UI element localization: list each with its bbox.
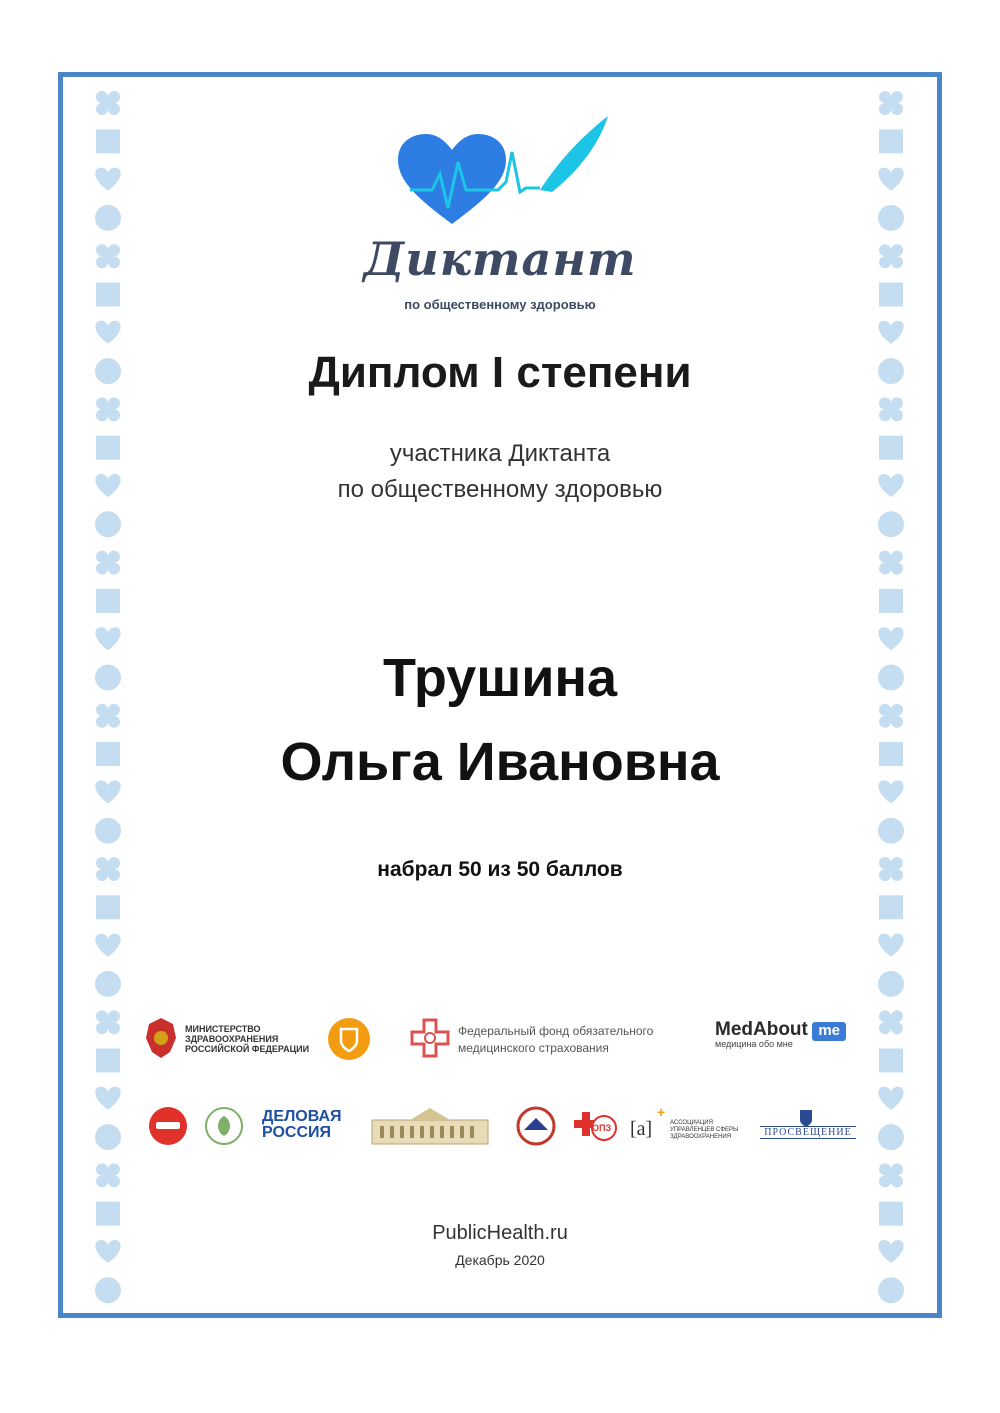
footer-site: PublicHealth.ru xyxy=(432,1222,568,1244)
pen-icon xyxy=(540,116,608,192)
coat-of-arms-logo xyxy=(140,1014,182,1060)
minzdrav-logo: МИНИСТЕРСТВО ЗДРАВООХРАНЕНИЯ РОССИЙСКОЙ ФЕДЕРАЦИИ xyxy=(185,1024,310,1054)
emblem-logo xyxy=(516,1106,556,1146)
circle-icon xyxy=(878,511,904,537)
square-icon xyxy=(96,589,120,613)
subtitle-line-2: по общественному здоровью xyxy=(337,476,663,503)
circle-icon xyxy=(95,971,121,997)
recipient-given-names: Ольга Ивановна xyxy=(280,732,720,792)
delovaya-rossiya-logo: ДЕЛОВАЯ РОССИЯ xyxy=(262,1108,342,1141)
subtitle-line-1: участника Диктанта xyxy=(389,440,611,467)
medabout-logo: MedAbout me медицина обо мне xyxy=(715,1019,846,1049)
circle-icon xyxy=(95,511,121,537)
circle-icon xyxy=(95,205,121,231)
green-round-logo xyxy=(204,1106,244,1146)
logo-subtitle: по общественному здоровью xyxy=(404,297,596,312)
heart-icon xyxy=(878,934,903,957)
heart-icon xyxy=(95,934,120,957)
cross-icon xyxy=(96,1010,120,1034)
heart-icon xyxy=(95,168,120,191)
cross-icon xyxy=(96,551,120,575)
circle-icon xyxy=(878,971,904,997)
cop-label: ОПЗ xyxy=(592,1123,612,1133)
red-round-logo xyxy=(148,1106,188,1146)
cross-icon xyxy=(96,1163,120,1187)
circle-icon xyxy=(95,1124,121,1150)
circle-icon xyxy=(878,1124,904,1150)
assoc-bracket-logo: [a] xyxy=(630,1118,653,1140)
square-icon xyxy=(879,589,903,613)
heart-icon xyxy=(95,321,120,344)
square-icon xyxy=(879,895,903,919)
square-icon xyxy=(96,129,120,153)
plus-icon: + xyxy=(657,1104,666,1120)
ffoms-cross-logo xyxy=(410,1018,450,1058)
cross-icon xyxy=(879,91,903,115)
circle-icon xyxy=(95,818,121,844)
prosv-shield-icon xyxy=(798,1108,814,1128)
diploma-title: Диплом I степени xyxy=(308,348,692,397)
square-icon xyxy=(96,895,120,919)
heart-icon xyxy=(398,134,506,224)
circle-icon xyxy=(878,205,904,231)
cross-icon xyxy=(879,1163,903,1187)
heart-icon xyxy=(878,321,903,344)
cross-icon xyxy=(879,1010,903,1034)
heart-icon xyxy=(878,1087,903,1110)
recipient-name xyxy=(0,636,1000,804)
footer-date: Декабрь 2020 xyxy=(455,1252,545,1268)
prosveshchenie-logo: ПРОСВЕЩЕНИЕ xyxy=(760,1126,856,1139)
heart-icon xyxy=(878,168,903,191)
cross-icon xyxy=(96,91,120,115)
circle-icon xyxy=(878,1277,904,1303)
building-logo xyxy=(370,1104,490,1146)
logo-title: Диктант xyxy=(363,232,637,286)
square-icon xyxy=(879,129,903,153)
score-text: набрал 50 из 50 баллов xyxy=(377,858,623,881)
assoc-logo-text: АССОЦИАЦИЯ УПРАВЛЕНЦЕВ СФЕРЫ ЗДРАВООХРАНЕНИЯ xyxy=(670,1120,739,1140)
ffoms-logo-text: Федеральный фонд обязательного медицинского страхования xyxy=(458,1024,654,1055)
cross-icon xyxy=(96,397,120,421)
circle-icon xyxy=(95,1277,121,1303)
square-icon xyxy=(96,1049,120,1073)
cross-icon xyxy=(879,551,903,575)
circle-icon xyxy=(878,818,904,844)
orange-shield-logo xyxy=(327,1017,371,1061)
heart-icon xyxy=(95,1087,120,1110)
cross-icon xyxy=(879,397,903,421)
diploma-subtitle xyxy=(0,436,1000,508)
square-icon xyxy=(879,1049,903,1073)
recipient-surname: Трушина xyxy=(382,648,618,708)
